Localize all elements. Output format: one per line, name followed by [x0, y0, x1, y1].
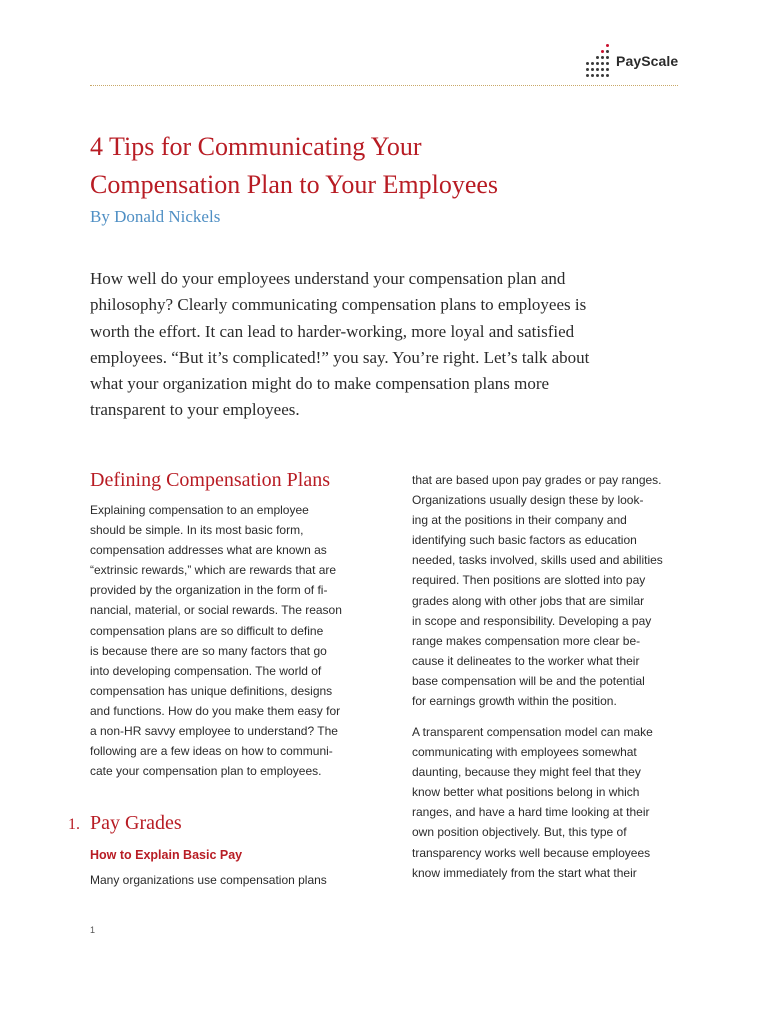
page-number: 1 — [90, 925, 96, 935]
paragraph-line: transparency works well because employees — [412, 845, 651, 860]
intro-line: what your organization might do to make compensation plans more — [90, 374, 550, 394]
intro-line: How well do your employees understand your compensation plan and — [90, 269, 566, 288]
heading-label: Pay Grades — [90, 812, 182, 834]
paragraph-line: ing at the positions in their company and — [412, 513, 627, 528]
paragraph-line: Many organizations use compensation plans — [90, 873, 327, 887]
title-line: Compensation Plan to Your Employees — [90, 170, 499, 199]
intro-line: worth the effort. It can lead to harder-working, more loyal and satisfied — [90, 321, 575, 341]
paragraph-line: ranges, and have a hard time looking at their — [412, 805, 650, 820]
paragraph-line: know immediately from the start what their — [412, 865, 637, 880]
payscale-dots-icon — [586, 44, 610, 78]
paragraph-line: into developing compensation. The world of — [90, 663, 322, 678]
paragraph-line: following are a few ideas on how to communi- — [90, 744, 333, 759]
byline: By Donald Nickels — [90, 207, 221, 226]
paragraph-line: identifying such basic factors as education — [412, 533, 637, 548]
paragraph-line: required. Then positions are slotted into pay — [412, 573, 646, 588]
paragraph-line: range makes compensation more clear be- — [412, 633, 641, 648]
title-line: 4 Tips for Communicating Your — [90, 132, 422, 161]
paragraph-line: base compensation will be and the potential — [412, 673, 645, 688]
intro-line: employees. “But it’s complicated!” you say. You’re right. Let’s talk about — [90, 347, 590, 367]
paragraph-line: A transparent compensation model can make — [412, 725, 653, 739]
paragraph-line: is because there are so many factors that go — [90, 643, 327, 658]
left-column-continuation — [90, 870, 365, 890]
paragraph-line: provided by the organization in the form of fi- — [90, 583, 328, 598]
article-title — [90, 128, 690, 204]
payscale-logo — [586, 44, 678, 78]
heading-number: 1. — [68, 816, 80, 833]
paragraph-line: and functions. How do you make them easy for — [90, 703, 341, 718]
paragraph-line: compensation addresses what are known as — [90, 543, 327, 558]
paragraph-line: needed, tasks involved, skills used and abilities — [412, 553, 663, 568]
paragraph-line: grades along with other jobs that are similar — [412, 593, 645, 608]
brand-name: PayScale — [616, 53, 679, 69]
intro-line: philosophy? Clearly communicating compensation plans to employees is — [90, 295, 587, 315]
paragraph-line: cause it delineates to the worker what their — [412, 653, 640, 668]
paragraph-line: daunting, because they might feel that they — [412, 765, 641, 780]
paragraph-line: know better what positions belong in which — [412, 785, 640, 800]
section-heading: Defining Compensation Plans — [90, 469, 330, 491]
paragraph-line: own position objectively. But, this type of — [412, 825, 627, 840]
intro-line: transparent to your employees. — [90, 400, 300, 420]
right-column-paragraph-1 — [412, 470, 687, 711]
paragraph-line: cate your compensation plan to employees. — [90, 764, 322, 779]
paragraph-line: for earnings growth within the position. — [412, 694, 617, 709]
right-column-paragraph-2 — [412, 722, 687, 883]
paragraph-line: Organizations usually design these by look- — [412, 493, 644, 508]
paragraph-line: communicating with employees somewhat — [412, 745, 637, 760]
paragraph-line: Explaining compensation to an employee — [90, 503, 309, 517]
paragraph-line: should be simple. In its most basic form, — [90, 523, 304, 538]
paragraph-line: in scope and responsibility. Developing a pay — [412, 613, 652, 628]
paragraph-line: a non-HR savvy employee to understand? The — [90, 724, 338, 739]
paragraph-line: compensation has unique definitions, designs — [90, 683, 333, 698]
paragraph-line: nancial, material, or social rewards. The reason — [90, 603, 342, 618]
header-divider — [90, 85, 678, 86]
intro-paragraph — [90, 266, 690, 424]
numbered-heading-pay-grades — [68, 812, 182, 835]
paragraph-line: that are based upon pay grades or pay ranges. — [412, 473, 662, 487]
paragraph-line: “extrinsic rewards,” which are rewards that are — [90, 563, 337, 578]
subheading: How to Explain Basic Pay — [90, 848, 243, 862]
paragraph-line: compensation plans are so difficult to define — [90, 623, 324, 638]
left-column-paragraph — [90, 500, 365, 781]
